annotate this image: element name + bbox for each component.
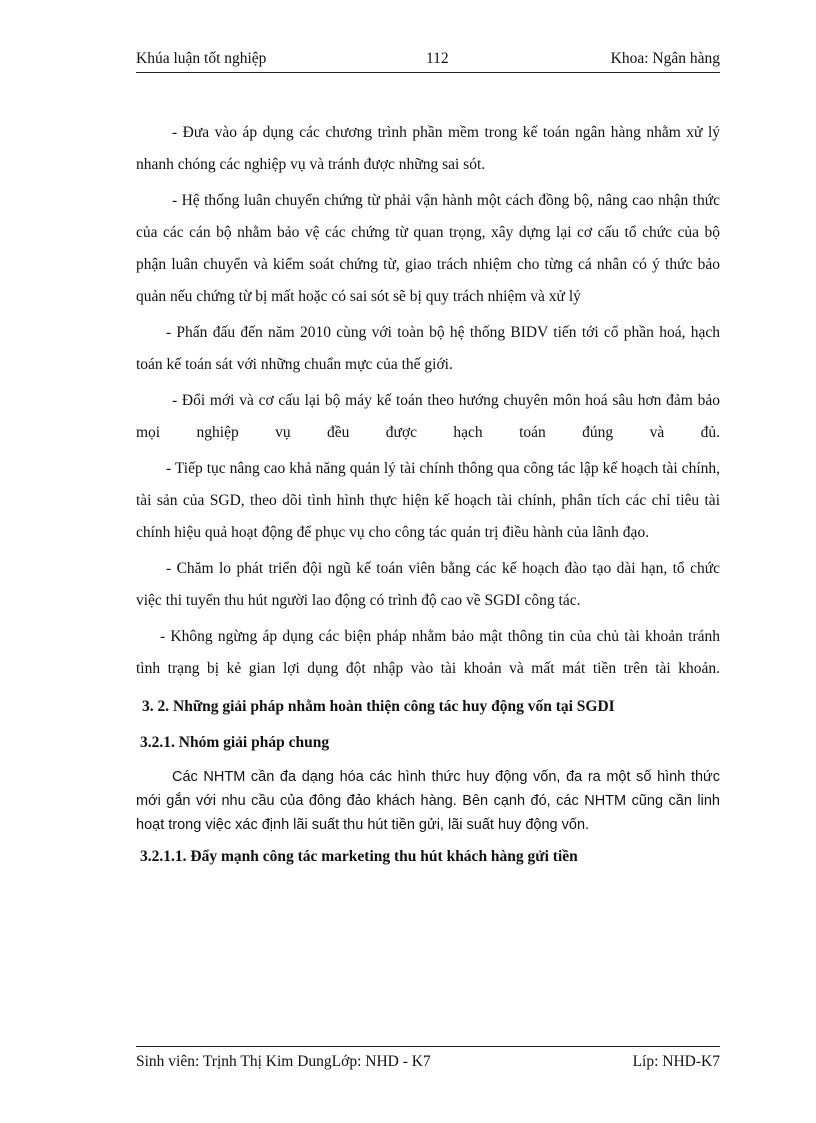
paragraph-information-security: - Không ngừng áp dụng các biện pháp nhằm bảo mật thông tin của chủ tài khoản tránh tình trạng bị kẻ gian lợi dụng đột nhập vào tài khoản và mất mát tiền trên tài khoản. xyxy=(136,628,720,677)
subsection-paragraph: Các NHTM cần đa dạng hóa các hình thức huy động vốn, đa ra một số hình thức mới gắn với nhu cầu của đông đảo khách hàng. Bên cạnh đó, các NHTM cũng cần linh hoạt trong việc xác định lãi suất thu hút tiền gửi, lãi suất huy động vốn. xyxy=(136,769,720,833)
page-body xyxy=(136,117,720,873)
page-number: 112 xyxy=(426,50,449,67)
header-thesis-label: Khúa luận tốt nghiệp xyxy=(136,50,267,67)
footer-student-info: Sinh viên: Trịnh Thị Kim DungLớp: NHD - K7 xyxy=(136,1053,431,1070)
paragraph-software: - Đưa vào áp dụng các chương trình phần mềm trong kế toán ngân hàng nhằm xử lý nhanh chóng các nghiệp vụ và tránh được những sai sót. xyxy=(136,124,720,173)
subsection-heading: 3.2.1. Nhóm giải pháp chung xyxy=(140,734,330,751)
paragraph-accounting-reform: - Đổi mới và cơ cấu lại bộ máy kế toán theo hướng chuyên môn hoá sâu hơn đảm bảo mọi nghiệp vụ đều được hạch toán đúng và đủ. xyxy=(136,392,720,441)
subsubsection-heading: 3.2.1.1. Đẩy mạnh công tác marketing thu hút khách hàng gửi tiền xyxy=(140,848,578,865)
paragraph-equitization: - Phấn đấu đến năm 2010 cùng với toàn bộ hệ thống BIDV tiến tới cổ phần hoá, hạch toán kế toán sát với những chuẩn mực của thế giới. xyxy=(136,324,720,373)
paragraph-document-flow: - Hệ thống luân chuyển chứng từ phải vận hành một cách đồng bộ, nâng cao nhận thức của các cán bộ nhằm bảo vệ các chứng từ quan trọng, xây dựng lại cơ cấu tổ chức của bộ phận luân chuyển và kiểm soát chứng từ, giao trách nhiệm cho từng cá nhân có ý thức bảo quản nếu chứng từ bị mất hoặc có sai sót sẽ bị quy trách nhiệm và xử lý xyxy=(136,192,720,305)
page-header xyxy=(136,50,720,73)
header-faculty-label: Khoa: Ngân hàng xyxy=(610,50,720,67)
section-heading: 3. 2. Những giải pháp nhằm hoàn thiện công tác huy động vốn tại SGDI xyxy=(142,698,615,715)
paragraph-financial-management: - Tiếp tục nâng cao khả năng quản lý tài chính thông qua công tác lập kế hoạch tài chính, tài sản của SGD, theo dõi tình hình thực hiện kế hoạch tài chính, phân tích các chỉ tiêu tài chính hiệu quả hoạt động để phục vụ cho công tác quản trị điều hành của lãnh đạo. xyxy=(136,460,720,541)
footer-class-label: Líp: NHD-K7 xyxy=(632,1053,720,1070)
page-footer xyxy=(136,1046,720,1070)
paragraph-staff-development: - Chăm lo phát triển đội ngũ kế toán viên bằng các kế hoạch đào tạo dài hạn, tổ chức việc thi tuyển thu hút người lao động có trình độ cao về SGDI công tác. xyxy=(136,560,720,609)
